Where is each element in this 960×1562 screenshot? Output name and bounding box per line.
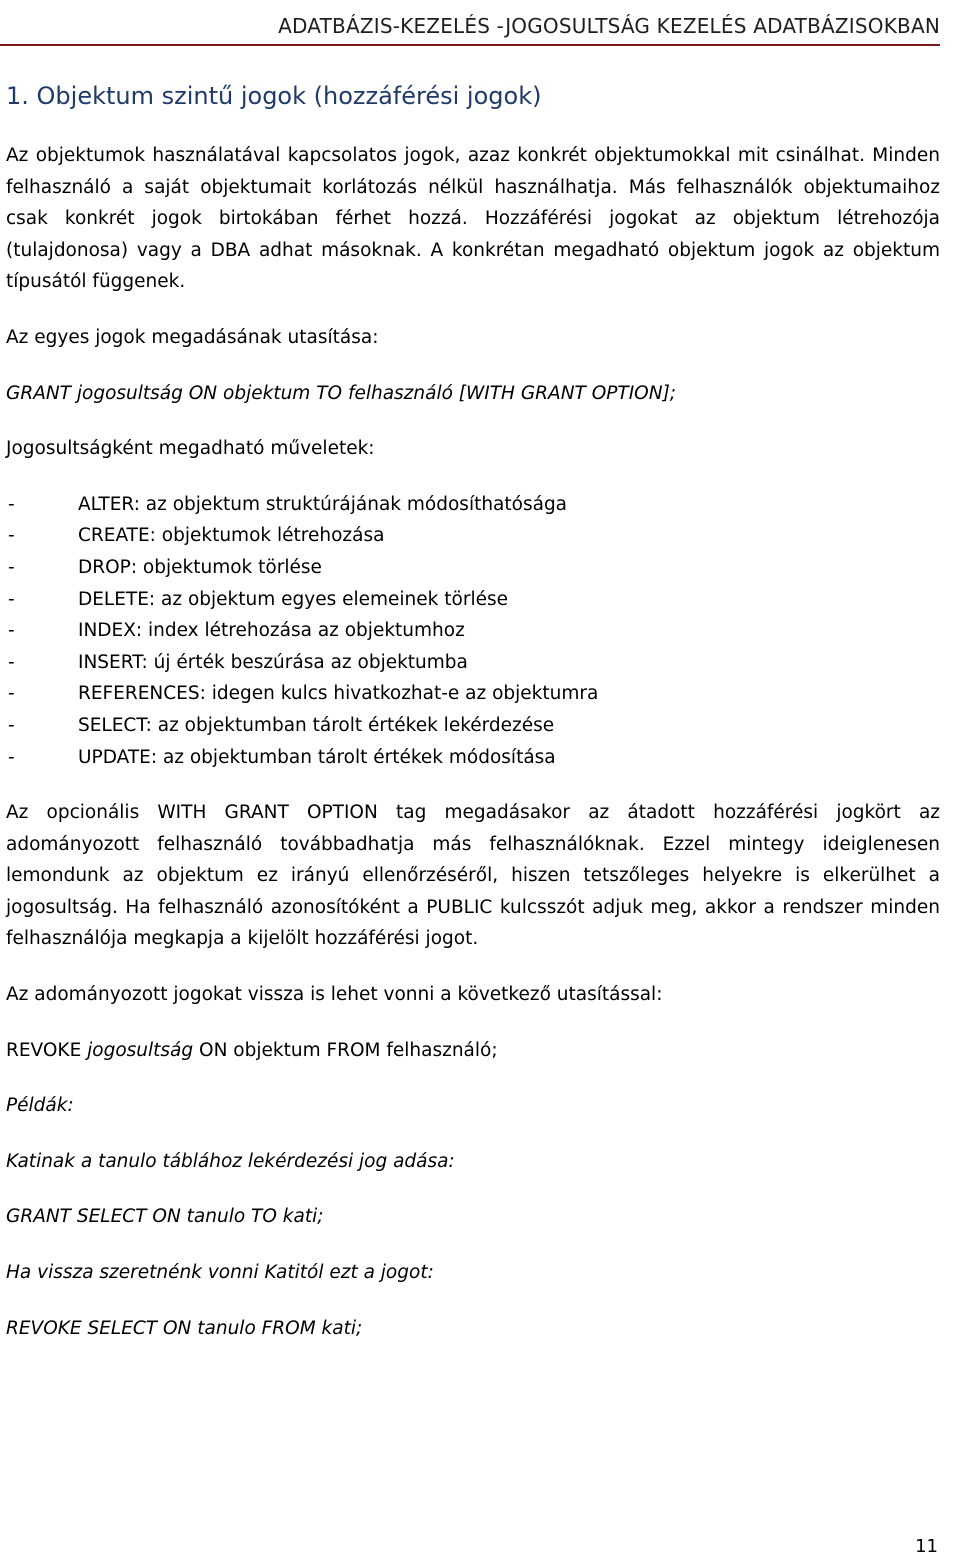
list-item: - UPDATE: az objektumban tárolt értékek módosítása: [6, 742, 940, 774]
dash-bullet: -: [8, 746, 15, 768]
list-item: - ALTER: az objektum struktúrájának módosíthatósága: [6, 489, 940, 521]
list-item: - DELETE: az objektum egyes elemeinek törlése: [6, 584, 940, 616]
grant-intro: Az egyes jogok megadásának utasítása:: [6, 326, 379, 348]
dash-bullet: -: [8, 525, 15, 547]
dash-bullet: -: [8, 714, 15, 736]
examples-label: Példák:: [6, 1095, 74, 1117]
example2-code: REVOKE SELECT ON tanulo FROM kati;: [6, 1317, 363, 1339]
revoke-syntax: REVOKE jogosultság ON objektum FROM felhasználó;: [6, 1039, 498, 1061]
operations-list: [6, 489, 940, 773]
dash-bullet: -: [8, 651, 15, 673]
section-heading: 1. Objektum szintű jogok (hozzáférési jogok): [6, 82, 542, 110]
operations-intro: Jogosultságként megadható műveletek:: [6, 438, 375, 460]
dash-bullet: -: [8, 588, 15, 610]
header-rule: [0, 44, 940, 46]
document-body: [6, 140, 940, 1344]
list-item: - INDEX: index létrehozása az objektumhoz: [6, 615, 940, 647]
list-item: - INSERT: új érték beszúrása az objektumba: [6, 647, 940, 679]
list-item: - SELECT: az objektumban tárolt értékek lekérdezése: [6, 710, 940, 742]
example1-description: Katinak a tanulo táblához lekérdezési jog adása:: [6, 1150, 455, 1172]
dash-bullet: -: [8, 683, 15, 705]
list-item: - CREATE: objektumok létrehozása: [6, 520, 940, 552]
intro-paragraph: Az objektumok használatával kapcsolatos jogok, azaz konkrét objektumokkal mit csinálhat. Minden felhasználó a saját objektumait korlátozás nélkül használhatja. Más felhasználók objektumaihoz csak konkrét jogok birtokában férhet hozzá. Hozzáférési jogokat az objektum létrehozója (tulajdonosa) vagy a DBA adhat másoknak. A konkrétan megadható objektum jogok az objektum típusától függenek.: [6, 145, 940, 293]
revoke-intro: Az adományozott jogokat vissza is lehet vonni a következő utasítással:: [6, 984, 663, 1006]
dash-bullet: -: [8, 620, 15, 642]
page-number: 11: [915, 1536, 938, 1557]
list-item: - DROP: objektumok törlése: [6, 552, 940, 584]
dash-bullet: -: [8, 556, 15, 578]
with-grant-paragraph: Az opcionális WITH GRANT OPTION tag megadásakor az átadott hozzáférési jogkört az adományozott felhasználó továbbadhatja más felhasználóknak. Ezzel mintegy ideiglenesen lemondunk az objektum ez irányú ellenőrzéséről, hiszen tetszőleges helyekre is elkerülhet a jogosultság. Ha felhasználó azonosítóként a PUBLIC kulcsszót adjuk meg, akkor a rendszer minden felhasználója megkapja a kijelölt hozzáférési jogot.: [6, 802, 940, 950]
example2-description: Ha vissza szeretnénk vonni Katitól ezt a jogot:: [6, 1262, 434, 1284]
dash-bullet: -: [8, 493, 15, 515]
running-header: ADATBÁZIS-KEZELÉS -JOGOSULTSÁG KEZELÉS ADATBÁZISOKBAN: [278, 14, 940, 38]
grant-syntax: GRANT jogosultság ON objektum TO felhasználó [WITH GRANT OPTION];: [6, 382, 677, 404]
example1-code: GRANT SELECT ON tanulo TO kati;: [6, 1206, 324, 1228]
list-item: - REFERENCES: idegen kulcs hivatkozhat-e az objektumra: [6, 678, 940, 710]
